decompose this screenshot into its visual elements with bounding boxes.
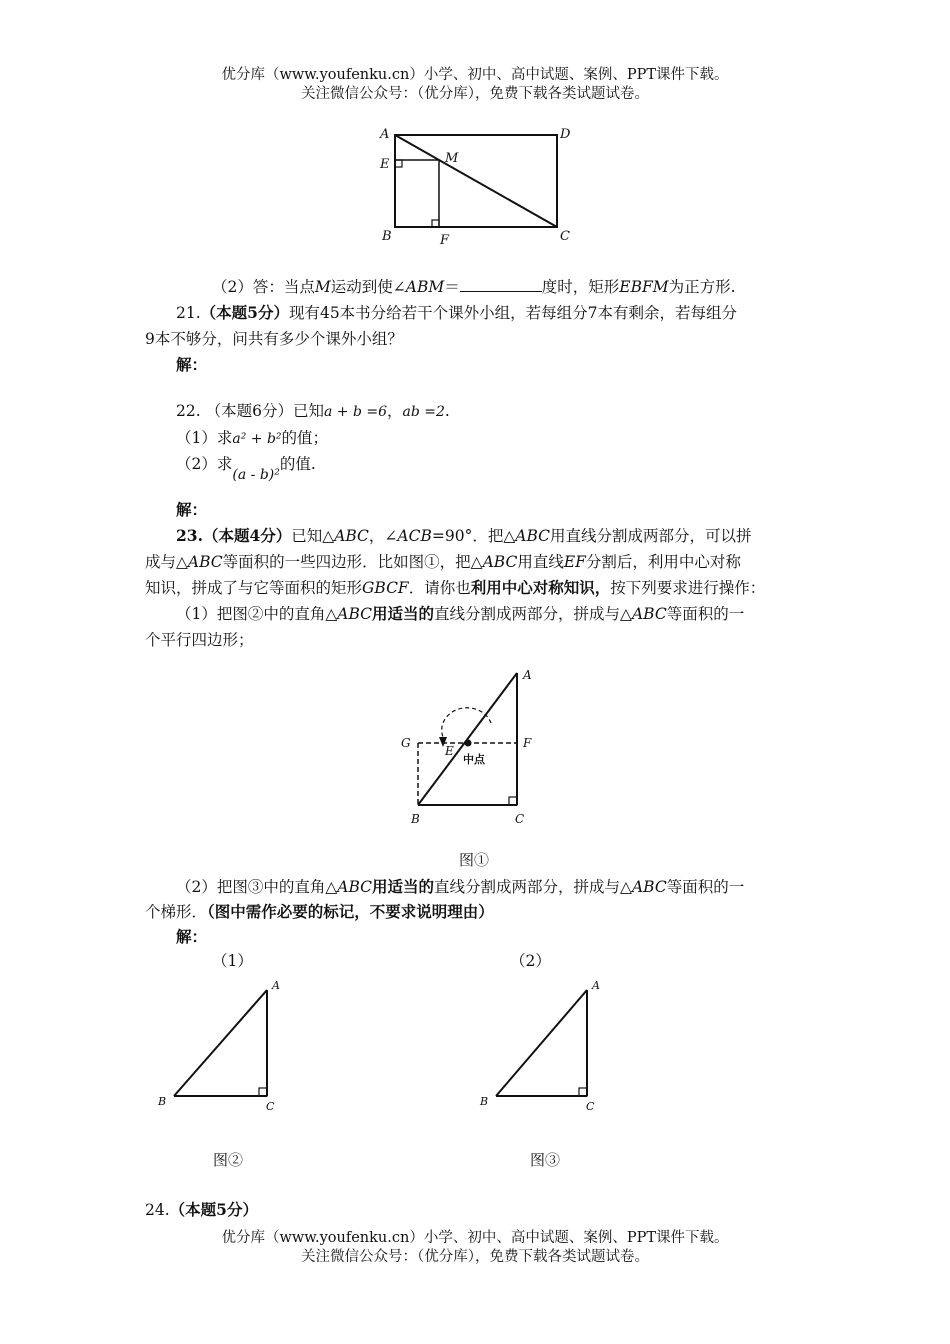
fig3-caption: 图③ [530, 1151, 561, 1169]
q24-heading: 24.（本题5分） [145, 1200, 258, 1219]
label-d: D [560, 127, 571, 142]
fig1-label-f: F [523, 736, 532, 750]
q23-part2-line-2: 个梯形．（图中需作必要的标记，不要求说明理由） [145, 902, 494, 921]
right-angle-f [432, 220, 439, 227]
fig1-midpoint [465, 740, 472, 747]
label-c: C [560, 229, 570, 244]
label-e: E [380, 157, 390, 172]
header-line-2: 关注微信公众号：（优分库），免费下载各类试题试卷。 [301, 86, 649, 102]
fig3-label-b: B [480, 1095, 489, 1108]
fig1-side-ba [418, 673, 517, 805]
fig1-label-a: A [523, 668, 532, 682]
fig3-right-angle [579, 1088, 587, 1096]
fig2-caption: 图② [213, 1151, 244, 1169]
fig1-label-e: E [445, 744, 454, 758]
fig2-right-angle [259, 1088, 267, 1096]
fig1-caption: 图① [459, 851, 490, 869]
q23-sub-label-1: （1） [212, 952, 253, 970]
fig1-right-angle [509, 797, 517, 805]
fig1-label-g: G [401, 736, 411, 750]
q23-part2-line-1: （2）把图③中的直角△ABC用适当的直线分割成两部分，拼成与△ABC等面积的一 [176, 877, 745, 896]
fig3-label-c: C [586, 1100, 595, 1113]
label-b: B [382, 229, 392, 244]
q21-answer-label: 解： [176, 355, 208, 374]
fig2-label-a: A [272, 979, 280, 992]
fig3-side-ba [496, 990, 587, 1096]
fig2-side-ba [174, 990, 267, 1096]
header-line-1: 优分库（www.youfenku.cn）小学、初中、高中试题、案例、PPT课件下载。 [221, 67, 729, 83]
fig1-label-c: C [515, 812, 525, 826]
q22-part1: （1）求a² + b²的值； [176, 429, 329, 447]
q21-line-1: 21.（本题5分）现有45本书分给若干个课外小组，若每组分7本有剩余，若每组分 [176, 303, 738, 322]
fig2-label-b: B [158, 1095, 167, 1108]
q23-part1-line-2: 个平行四边形； [145, 631, 254, 649]
label-f: F [440, 233, 450, 248]
label-a: A [380, 127, 390, 142]
fig1-label-b: B [411, 812, 420, 826]
q21-line-2: 9本不够分，问共有多少个课外小组？ [145, 330, 403, 348]
fig2-label-c: C [266, 1100, 275, 1113]
q23-line-2: 成与△ABC等面积的一些四边形．比如图①，把△ABC用直线EF分割后，利用中心对称 [145, 553, 741, 571]
q23-line-1: 23.（本题4分）已知△ABC，∠ACB=90°．把△ABC用直线分割成两部分，可以拼 [176, 526, 752, 545]
q23-part1-line-1: （1）把图②中的直角△ABC用适当的直线分割成两部分，拼成与△ABC等面积的一 [176, 604, 745, 623]
q23-line-3: 知识，拼成了与它等面积的矩形GBCF．请你也利用中心对称知识，按下列要求进行操作： [145, 578, 766, 597]
q22-answer-label: 解： [176, 500, 208, 519]
diagonal-ac [395, 135, 557, 227]
q20-part2: （2）答：当点M运动到使∠ABM＝ 度时，矩形EBFM为正方形. [212, 278, 736, 296]
label-m: M [445, 151, 459, 166]
answer-blank[interactable] [460, 277, 542, 292]
figure-2 [150, 975, 290, 1115]
fig3-label-a: A [592, 979, 600, 992]
fig1-rotation-arc [442, 708, 491, 737]
q22-line-1: 22. （本题6分）已知a + b =6，ab =2. [176, 402, 450, 420]
footer-line-1: 优分库（www.youfenku.cn）小学、初中、高中试题、案例、PPT课件下载。 [221, 1230, 729, 1246]
rectangle-figure [370, 120, 580, 250]
footer-line-2: 关注微信公众号：（优分库），免费下载各类试题试卷。 [301, 1249, 649, 1265]
q23-answer-label: 解： [176, 927, 208, 946]
right-angle-e [395, 160, 402, 167]
figure-1 [395, 665, 545, 835]
q23-sub-label-2: （2） [510, 952, 551, 970]
fig1-mid-label: 中点 [463, 753, 485, 766]
q22-part2: （2）求(a - b)²的值. [176, 455, 316, 483]
figure-3 [470, 975, 610, 1115]
